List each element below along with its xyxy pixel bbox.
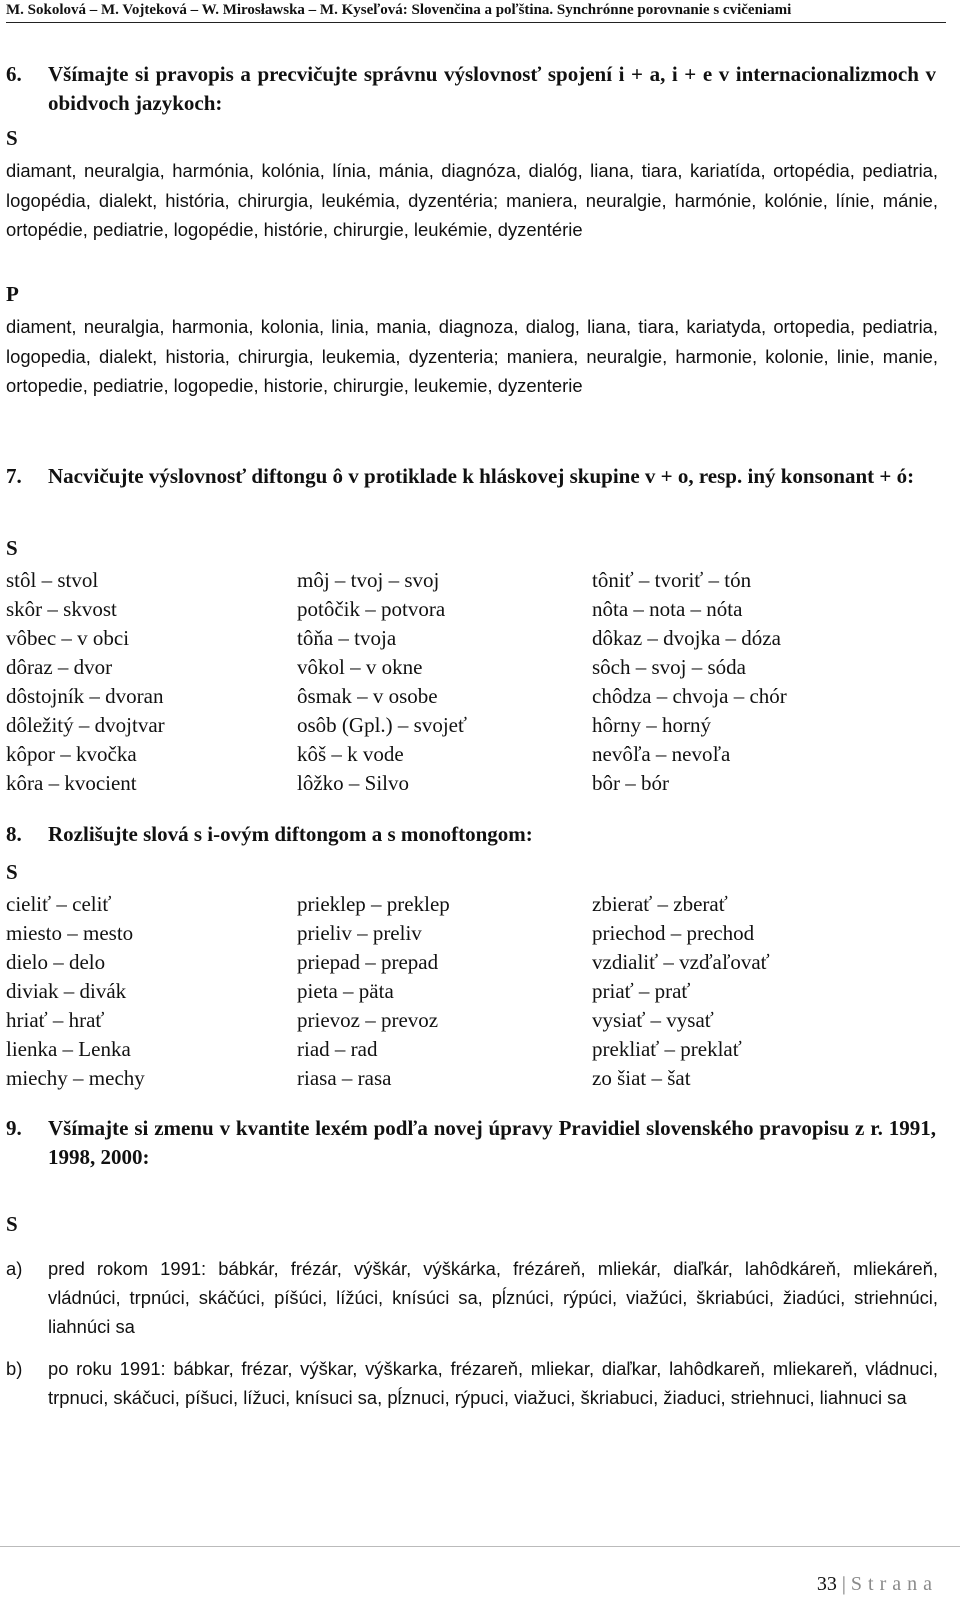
page-footer [817, 1571, 938, 1597]
table-row [6, 948, 936, 977]
slovak-label: S [6, 126, 18, 150]
table-cell: hriať – hrať [6, 1008, 105, 1032]
exercise-9-heading [6, 1114, 936, 1172]
exercise-number: 9. [6, 1116, 22, 1140]
exercise-number: 8. [6, 822, 22, 846]
table-cell: vysiať – vysať [592, 1008, 714, 1032]
table-cell: skôr – skvost [6, 597, 117, 621]
table-cell: prieklep – preklep [297, 892, 450, 916]
table-cell: nôta – nota – nóta [592, 597, 743, 621]
table-cell: dôraz – dvor [6, 655, 113, 679]
table-cell: bôr – bór [592, 771, 669, 795]
table-cell: vôkol – v okne [297, 655, 423, 679]
table-cell: miesto – mesto [6, 921, 134, 945]
table-cell: dôležitý – dvojtvar [6, 713, 165, 737]
table-cell: riad – rad [297, 1037, 378, 1061]
table-cell: ôsmak – v osobe [297, 684, 438, 708]
exercise-8-heading [6, 820, 936, 849]
exercise-6-heading [6, 60, 936, 118]
slovak-label: S [6, 536, 18, 560]
exercise-title: Všímajte si pravopis a precvičujte správnu výslovnosť spojení i + a, i + e v internacionalizmoch v obidvoch jazykoch: [48, 62, 936, 115]
table-cell: dôkaz – dvojka – dóza [592, 626, 781, 650]
table-cell: diviak – divák [6, 979, 127, 1003]
table-cell: kôš – k vode [297, 742, 404, 766]
list-item-b [6, 1354, 938, 1412]
table-cell: kôpor – kvočka [6, 742, 137, 766]
slovak-label: S [6, 1212, 18, 1236]
table-row [6, 1064, 936, 1093]
word-pair-table [6, 890, 936, 1093]
table-row [6, 595, 936, 624]
table-cell: dôstojník – dvoran [6, 684, 164, 708]
footer-separator: | [841, 1573, 846, 1595]
table-row [6, 711, 936, 740]
table-row [6, 977, 936, 1006]
running-header: M. Sokolová – M. Vojteková – W. Mirosławska – M. Kyseľová: Slovenčina a poľština. Synchrónne porovnanie s cvičeniami [6, 0, 946, 23]
exercise-7-heading [6, 462, 936, 491]
table-cell: nevôľa – nevoľa [592, 742, 731, 766]
list-text: po roku 1991: bábkar, frézar, výškar, výškarka, frézareň, mliekar, diaľkar, lahôdkareň, mliekareň, vládnuci, trpnuci, skáčuci, píšuci, lížuci, knísuci sa, pĺznuci, rýpuci, viažuci, škriabuci, žiaduci, striehnuci, liahnuci sa [48, 1358, 938, 1408]
polish-word-list: diament, neuralgia, harmonia, kolonia, linia, mania, diagnoza, dialog, liana, tiara, kariatyda, ortopedia, pediatria, logopedia, dialekt, historia, chirurgia, leukemia, dyzenteria; maniera, neuralgie, harmonie, kolonie, linie, manie, ortopedie, pediatrie, logopedie, historie, chirurgie, leukemie, dyzenterie [6, 316, 938, 396]
exercise-title: Nacvičujte výslovnosť diftongu ô v protiklade k hláskovej skupine v + o, resp. iný konsonant + ó: [48, 464, 915, 488]
table-cell: prievoz – prevoz [297, 1008, 439, 1032]
table-cell: tôniť – tvoriť – tón [592, 568, 752, 592]
exercise-title: Rozlišujte slová s i-ovým diftongom a s monoftongom: [48, 822, 533, 846]
table-cell: priepad – prepad [297, 950, 439, 974]
table-row [6, 890, 936, 919]
exercise-number: 6. [6, 62, 22, 86]
table-cell: potôčik – potvora [297, 597, 446, 621]
exercise-title: Všímajte si zmenu v kvantite lexém podľa novej úpravy Pravidiel slovenského pravopisu z r. 1991, 1998, 2000: [48, 1116, 936, 1169]
polish-label: P [6, 282, 19, 306]
table-cell: prieliv – preliv [297, 921, 422, 945]
list-item-a [6, 1254, 938, 1341]
table-row [6, 1035, 936, 1064]
table-cell: cieliť – celiť [6, 892, 112, 916]
list-marker: a) [6, 1258, 23, 1279]
table-cell: hôrny – horný [592, 713, 711, 737]
table-cell: zo šiat – šat [592, 1066, 691, 1090]
table-cell: prekliať – preklať [592, 1037, 742, 1061]
table-cell: osôb (Gpl.) – svojeť [297, 713, 467, 737]
page-number: 33 [816, 1573, 837, 1595]
table-cell: sôch – svoj – sóda [592, 655, 746, 679]
table-row [6, 919, 936, 948]
table-cell: vzdialiť – vzďaľovať [592, 950, 770, 974]
table-cell: priať – prať [592, 979, 691, 1003]
table-cell: stôl – stvol [6, 568, 99, 592]
table-row [6, 566, 936, 595]
table-cell: riasa – rasa [297, 1066, 392, 1090]
table-cell: tôňa – tvoja [297, 626, 397, 650]
table-cell: lôžko – Silvo [297, 771, 410, 795]
table-row [6, 682, 936, 711]
table-row [6, 769, 936, 798]
table-cell: chôdza – chvoja – chór [592, 684, 787, 708]
table-row [6, 740, 936, 769]
table-cell: pieta – päta [297, 979, 394, 1003]
word-pair-table [6, 566, 936, 798]
table-cell: zbierať – zberať [592, 892, 728, 916]
table-cell: lienka – Lenka [6, 1037, 131, 1061]
footer-divider [0, 1546, 960, 1547]
list-marker: b) [6, 1358, 23, 1379]
list-text: pred rokom 1991: bábkár, frézár, výškár, výškárka, frézáreň, mliekár, diaľkár, lahôdkáreň, mliekáreň, vládnúci, trpnúci, skáčúci, píšúci, lížúci, knísúci sa, pĺznúci, rýpúci, viažúci, škriabúci, žiadúci, striehnúci, liahnúci sa [48, 1258, 938, 1337]
table-cell: dielo – delo [6, 950, 106, 974]
table-cell: vôbec – v obci [6, 626, 130, 650]
page-word: Strana [850, 1573, 938, 1595]
table-row [6, 624, 936, 653]
table-cell: kôra – kvocient [6, 771, 137, 795]
slovak-label: S [6, 860, 18, 884]
slovak-word-list: diamant, neuralgia, harmónia, kolónia, línia, mánia, diagnóza, dialóg, liana, tiara, kariatída, ortopédia, pediatria, logopédia, dialekt, história, chirurgia, leukémia, dyzentéria; maniera, neuralgie, harmónie, kolónie, línie, mánie, ortopédie, pediatrie, logopédie, histórie, chirurgie, leukémie, dyzentérie [6, 160, 938, 240]
table-row [6, 1006, 936, 1035]
table-cell: miechy – mechy [6, 1066, 145, 1090]
table-cell: môj – tvoj – svoj [297, 568, 440, 592]
table-cell: priechod – prechod [592, 921, 755, 945]
table-row [6, 653, 936, 682]
exercise-number: 7. [6, 464, 22, 488]
